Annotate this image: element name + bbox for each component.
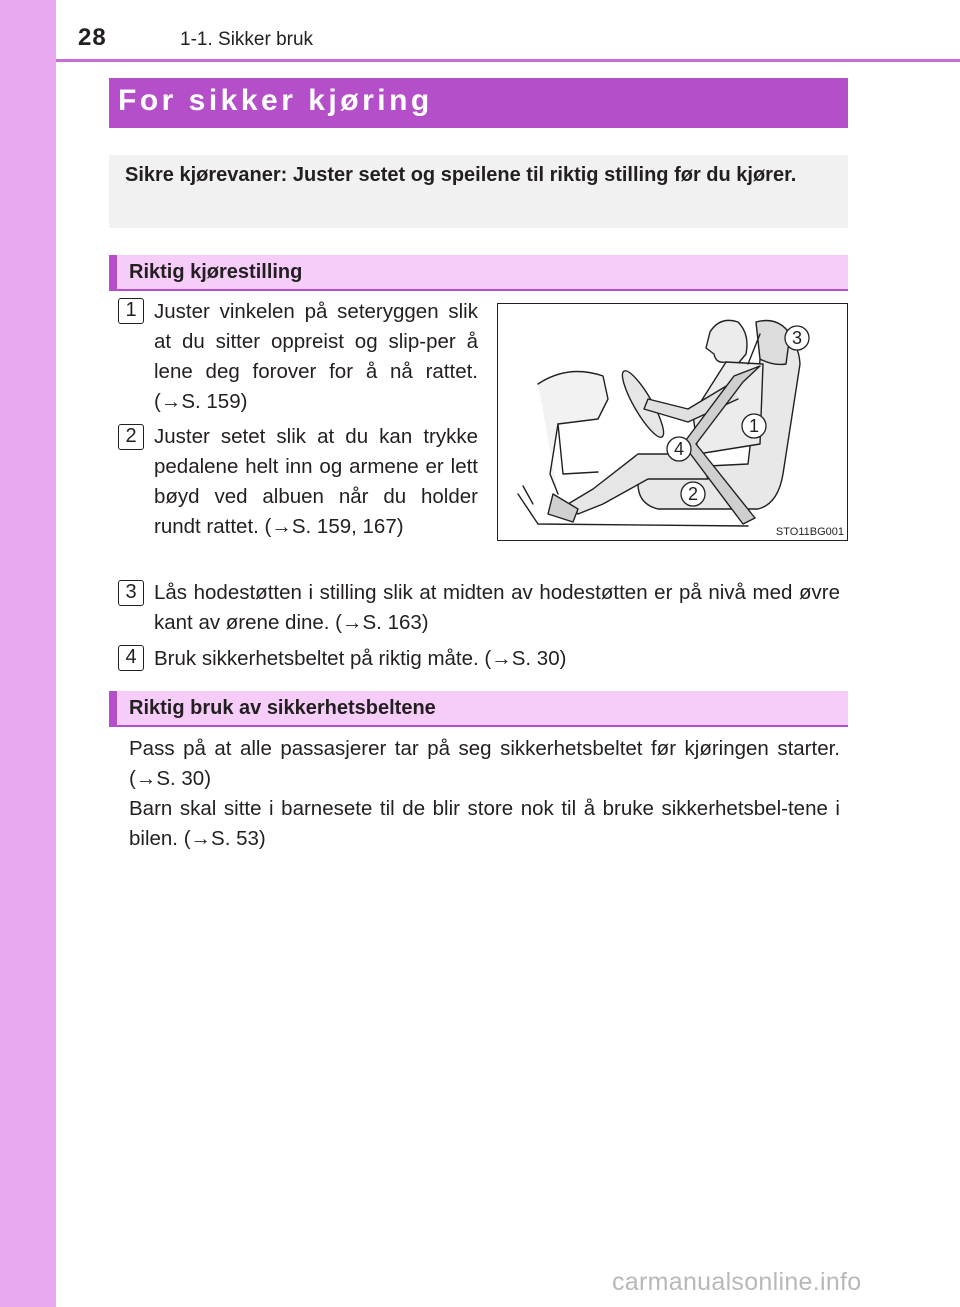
list-item-text: Lås hodestøtten i stilling slik at midten av hodestøtten er på nivå med øvre kant av ørene dine. (→S. 163) [154,581,840,634]
header-divider [56,59,960,62]
intro-box [109,155,848,228]
paragraph: Pass på at alle passasjerer tar på seg sikkerhetsbeltet før kjøringen starter. (→S. 30) [129,737,840,790]
page-number: 28 [78,24,107,51]
chapter-breadcrumb: 1-1. Sikker bruk [180,29,314,50]
section-heading-seatbelt-use [109,691,848,727]
page-title-bar [109,78,848,128]
list-item-text: Juster setet slik at du kan trykke pedalene helt inn og armene er lett bøyd ved albuen når du holder rundt rattet. (→S. 159, 167) [154,425,478,538]
item-number-badge: 1 [118,298,144,324]
callout-4-label: 4 [673,439,685,459]
paragraph: Barn skal sitte i barnesete til de blir store nok til å bruke sikkerhetsbel-tene i bilen. (→S. 53) [129,797,840,850]
page-title: For sikker kjøring [118,84,433,117]
watermark: carmanualsonline.info [612,1268,862,1296]
item-number-badge: 4 [118,645,144,671]
list-item-text: Bruk sikkerhetsbeltet på riktig måte. (→S. 30) [154,647,567,670]
section-heading-text: Riktig kjørestilling [129,261,303,283]
side-tab-strip [0,0,56,1307]
section-heading-text: Riktig bruk av sikkerhetsbeltene [129,697,436,719]
item-number-badge: 2 [118,424,144,450]
section-heading-driving-position [109,255,848,291]
callout-3-label: 3 [791,328,803,348]
callout-1-label: 1 [748,416,760,436]
figure-code: STO11BG001 [775,526,844,538]
intro-text: Sikre kjørevaner: Juster setet og speilene til riktig stilling før du kjører. [125,164,797,186]
callout-2-label: 2 [687,484,699,504]
driving-position-illustration [497,303,848,541]
list-item-text: Juster vinkelen på seteryggen slik at du sitter oppreist og slip-per å lene deg forover for å nå rattet. (→S. 159) [154,300,478,413]
driver-seat-drawing [498,304,848,541]
item-number-badge: 3 [118,580,144,606]
